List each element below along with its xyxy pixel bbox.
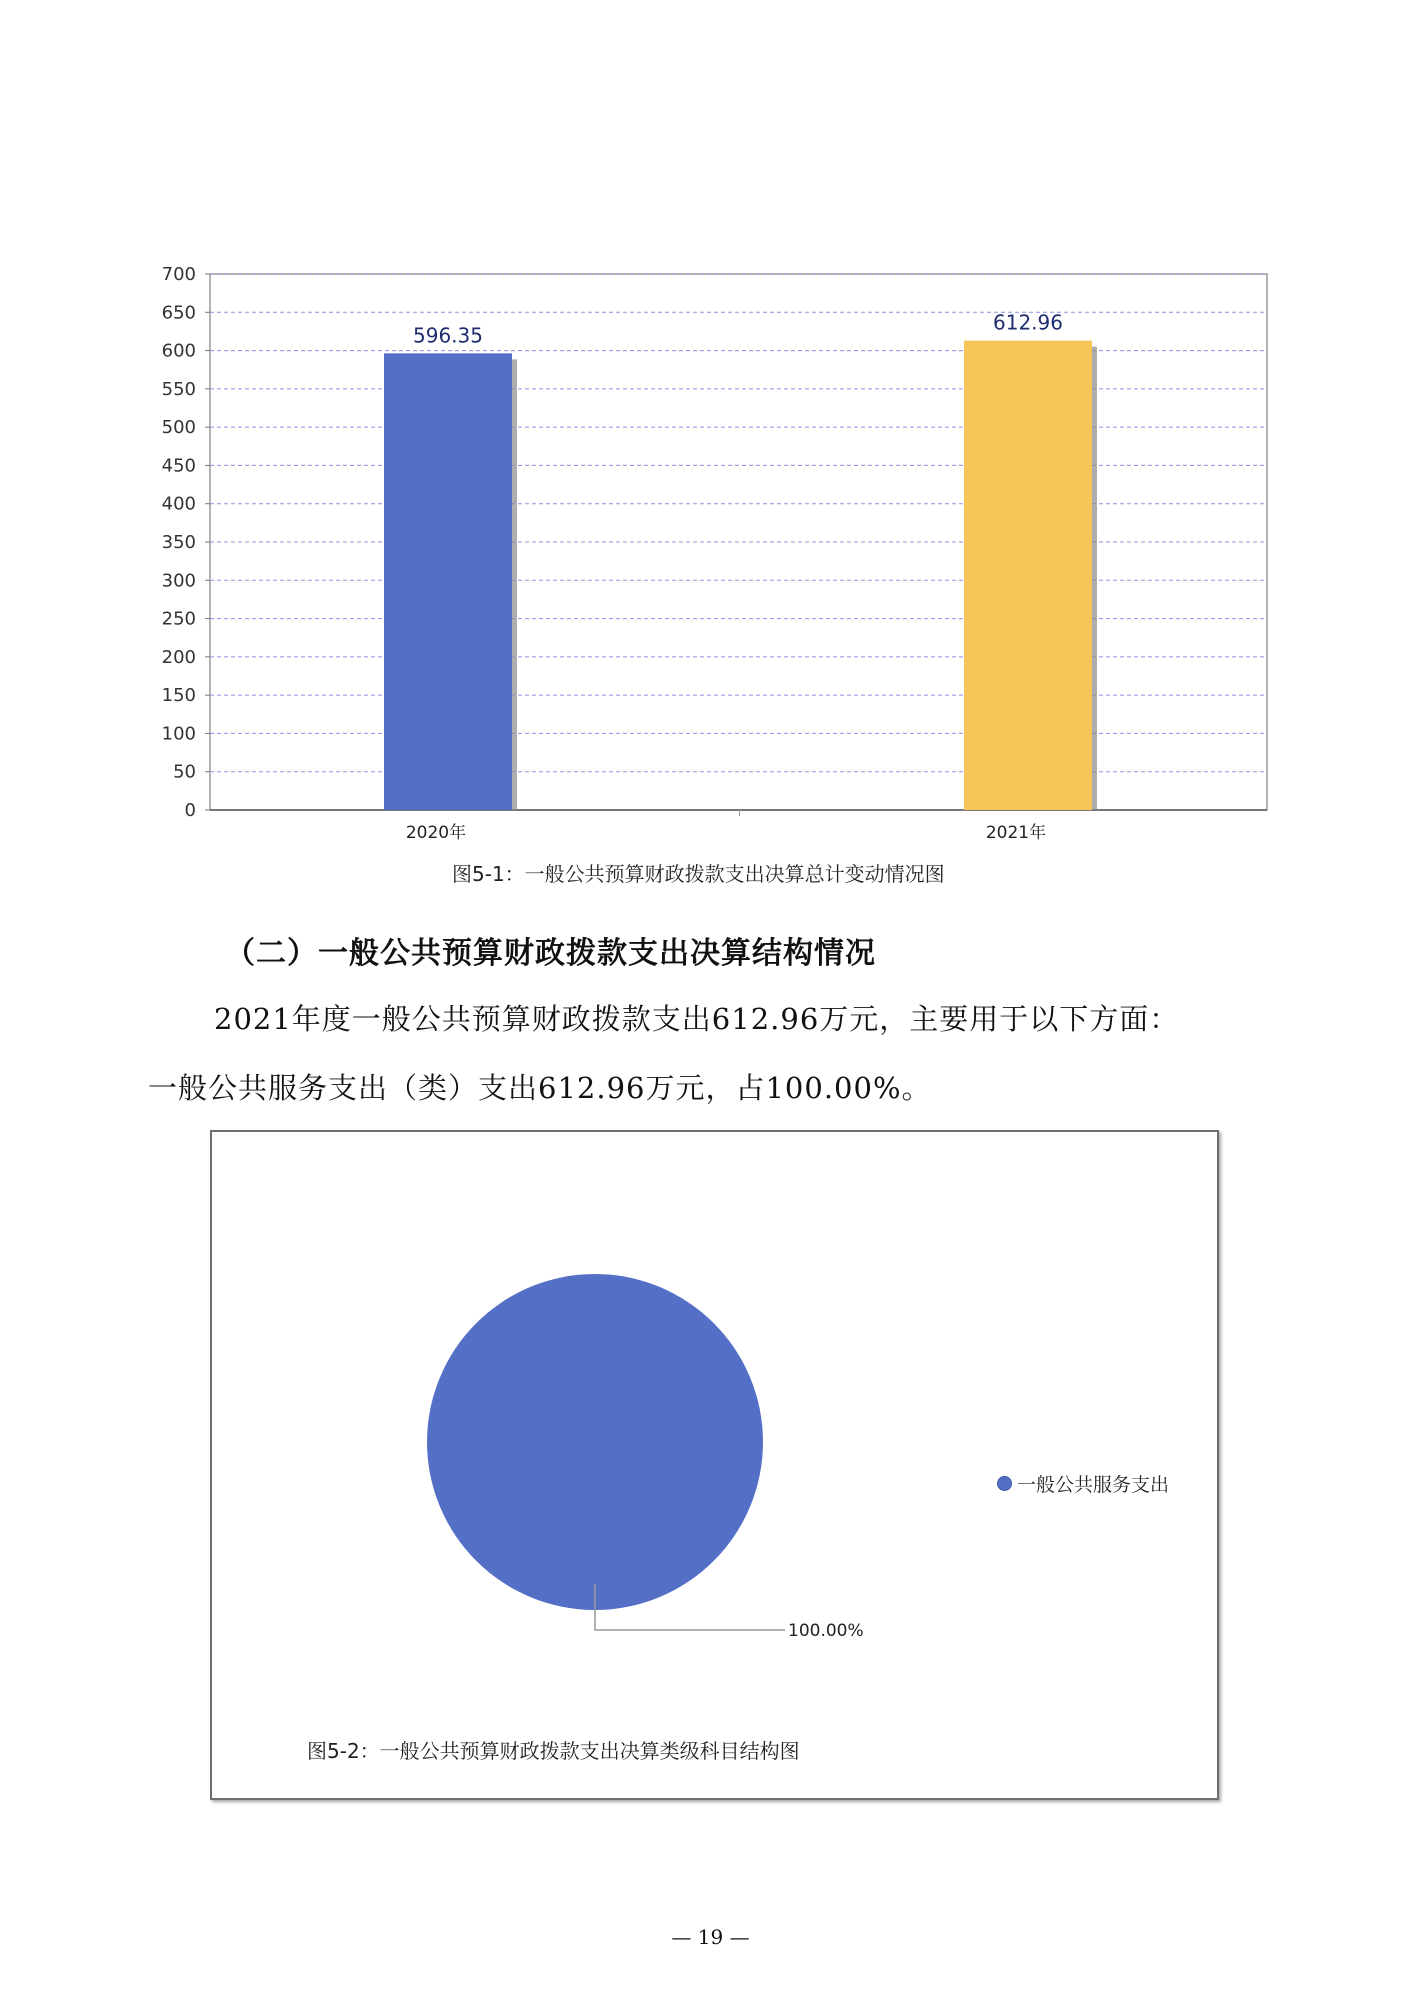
- y-tick-label: 100: [161, 723, 196, 745]
- y-tick-label: 450: [161, 455, 196, 477]
- y-tick-label: 50: [173, 761, 196, 783]
- bar-chart: [140, 262, 1280, 852]
- paragraph-line-2: 一般公共服务支出（类）支出612.96万元，占100.00%。: [148, 1071, 932, 1105]
- pie-slice: [427, 1274, 763, 1610]
- figure-5-2-caption: 图5-2：一般公共预算财政拨款支出决算类级科目结构图: [307, 1739, 800, 1763]
- bar-chart-grid: [210, 274, 1267, 810]
- y-tick-label: 650: [161, 302, 196, 324]
- y-tick-label: 0: [184, 800, 196, 821]
- y-tick-label: 200: [161, 646, 196, 668]
- y-tick-label: 400: [161, 493, 196, 515]
- y-tick-label: 550: [161, 378, 196, 400]
- x-tick-label: 2020年: [405, 823, 467, 843]
- y-tick-label: 600: [161, 340, 196, 362]
- bar-chart-y-ticks: [162, 264, 210, 821]
- y-tick-label: 150: [161, 685, 196, 707]
- pie-legend: [997, 1470, 1169, 1497]
- bar-data-label: 596.35: [413, 323, 483, 348]
- y-tick-label: 300: [161, 570, 196, 592]
- bar-2021年: [964, 341, 1092, 810]
- legend-dot-icon: [997, 1476, 1012, 1491]
- y-tick-label: 250: [161, 608, 196, 630]
- pie-slice-label: 100.00%: [788, 1621, 864, 1641]
- y-tick-label: 700: [161, 264, 196, 285]
- pie-chart-frame: [210, 1130, 1219, 1800]
- y-tick-label: 350: [161, 532, 196, 553]
- bar-data-label: 612.96: [993, 310, 1063, 335]
- paragraph-line-1: 2021年度一般公共预算财政拨款支出612.96万元，主要用于以下方面：: [214, 1002, 1180, 1036]
- page-number: — 19 —: [671, 1925, 750, 1949]
- bar-chart-x-ticks: [406, 810, 1046, 843]
- figure-5-1-caption: 图5-1：一般公共预算财政拨款支出决算总计变动情况图: [452, 862, 945, 886]
- pie-legend-label: 一般公共服务支出: [1017, 1474, 1170, 1496]
- x-tick-label: 2021年: [985, 823, 1047, 843]
- pie-chart: [212, 1132, 1217, 1798]
- y-tick-label: 500: [161, 417, 196, 439]
- section-heading: （二）一般公共预算财政拨款支出决算结构情况: [225, 936, 876, 971]
- bar-2020年: [384, 353, 512, 810]
